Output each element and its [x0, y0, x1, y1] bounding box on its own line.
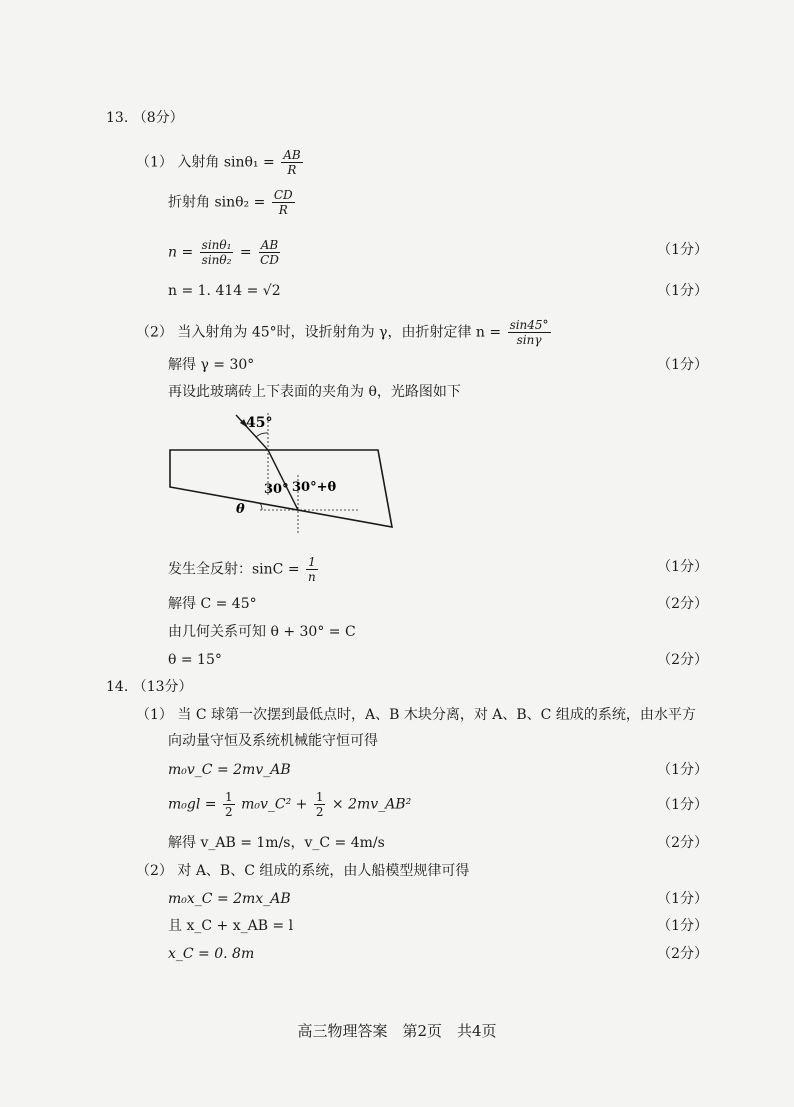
q13-score-4: （1分） — [657, 559, 708, 575]
q13-snell-fraction — [508, 318, 551, 347]
q13-gamma-result: 解得 γ = 30° — [168, 357, 255, 373]
q14-eq3: 解得 v_AB = 1m/s，v_C = 4m/s — [168, 835, 385, 851]
q14-eq4: m₀x_C = 2mx_AB — [168, 891, 291, 907]
q13-part2-label: （2） — [136, 324, 173, 341]
q13-incidence-text: 入射角 sinθ₁ = — [177, 154, 275, 171]
q14-score-6: （2分） — [657, 946, 708, 962]
q13-score-6: （2分） — [657, 652, 708, 668]
q14-score-4: （1分） — [657, 891, 708, 907]
q13-C-result: 解得 C = 45° — [168, 596, 257, 612]
q13-incidence-fraction — [281, 148, 302, 177]
q13-score-1: （1分） — [657, 242, 708, 258]
q14-score-2: （1分） — [657, 797, 708, 813]
q14-eq6: x_C = 0. 8m — [168, 946, 255, 962]
q14-eq1: m₀v_C = 2mv_AB — [168, 762, 291, 778]
q13-header: 13. （8分） — [106, 110, 184, 126]
q14-part2-row1 — [136, 861, 469, 881]
fraction-numerator: AB — [260, 238, 279, 252]
fraction-numerator: sin45° — [509, 318, 549, 332]
fraction-denominator: n — [308, 570, 316, 584]
q13-diagram-intro: 再设此玻璃砖上下表面的夹角为 θ，光路图如下 — [168, 384, 461, 400]
q14-eq2-half-a — [223, 790, 235, 819]
q14-eq5: 且 x_C + x_AB = l — [168, 918, 294, 934]
fraction-denominator: 2 — [315, 805, 324, 819]
q14-part1-text-a: 当 C 球第一次摆到最低点时，A、B 木块分离，对 A、B、C 组成的系统，由水平方 — [177, 707, 696, 723]
q14-score-5: （1分） — [657, 918, 708, 934]
fraction-denominator: CD — [260, 253, 279, 267]
q14-eq2-mid: m₀v_C² + — [241, 796, 308, 813]
fraction-numerator: 1 — [315, 790, 324, 804]
q13-part1-row3 — [168, 238, 283, 267]
angle-label-30-theta: 30°+θ — [292, 480, 337, 495]
fraction-denominator: sinθ₂ — [201, 253, 232, 267]
q14-eq2-end: × 2mv_AB² — [331, 796, 412, 813]
q14-part1-label: （1） — [136, 707, 173, 723]
q14-part2-label: （2） — [136, 863, 173, 879]
q14-header: 14. （13分） — [106, 679, 193, 695]
q13-part2-text: 当入射角为 45°时，设折射角为 γ，由折射定律 n = — [177, 324, 502, 341]
q14-part1-text-b: 向动量守恒及系统机械能守恒可得 — [168, 733, 378, 749]
q13-n-equals: = — [239, 244, 252, 261]
q14-part2-text: 对 A、B、C 组成的系统，由人船模型规律可得 — [177, 863, 470, 879]
q13-part2-row1 — [136, 318, 553, 347]
q13-n-lhs: n = — [168, 244, 194, 261]
arc-45 — [256, 433, 268, 437]
q13-total-reflection — [168, 555, 320, 584]
angle-label-45: 45° — [246, 415, 273, 431]
angle-label-30: 30° — [264, 482, 289, 497]
fraction-numerator: 1 — [224, 790, 233, 804]
q13-score-3: （1分） — [657, 357, 708, 373]
q13-part1-label: （1） — [136, 154, 173, 171]
fraction-denominator: sinγ — [516, 333, 542, 347]
q13-part1-row2 — [168, 188, 297, 217]
fraction-numerator: AB — [283, 148, 301, 162]
q13-part1-row1 — [136, 148, 305, 177]
fraction-numerator: CD — [273, 188, 293, 202]
fraction-denominator: R — [278, 203, 288, 217]
angle-label-theta: θ — [236, 502, 245, 517]
q14-eq2-lhs: m₀gl = — [168, 796, 217, 813]
q13-sinC-text: 发生全反射：sinC = — [168, 561, 300, 578]
fraction-denominator: R — [287, 163, 297, 177]
fraction-numerator: 1 — [308, 555, 316, 569]
q14-part1-row1 — [136, 705, 696, 725]
light-path-diagram — [160, 405, 400, 540]
fraction-numerator: sinθ₁ — [201, 238, 232, 252]
q13-score-2: （1分） — [657, 283, 708, 299]
q13-refraction-text: 折射角 sinθ₂ = — [168, 194, 266, 211]
fraction-denominator: 2 — [224, 805, 233, 819]
q13-score-5: （2分） — [657, 596, 708, 612]
q14-score-1: （1分） — [657, 762, 708, 778]
q13-sinC-fraction — [306, 555, 318, 584]
q13-geometry: 由几何关系可知 θ + 30° = C — [168, 624, 356, 640]
page-footer: 高三物理答案 第2页 共4页 — [297, 1022, 497, 1040]
q13-refraction-fraction — [272, 188, 295, 217]
q14-score-3: （2分） — [657, 835, 708, 851]
q13-theta-result: θ = 15° — [168, 652, 222, 668]
q13-n-fraction2 — [258, 238, 281, 267]
q13-n-value: n = 1. 414 = √2 — [168, 283, 281, 299]
q14-eq2 — [168, 790, 411, 819]
q14-eq2-half-b — [314, 790, 326, 819]
q13-n-fraction1 — [200, 238, 234, 267]
